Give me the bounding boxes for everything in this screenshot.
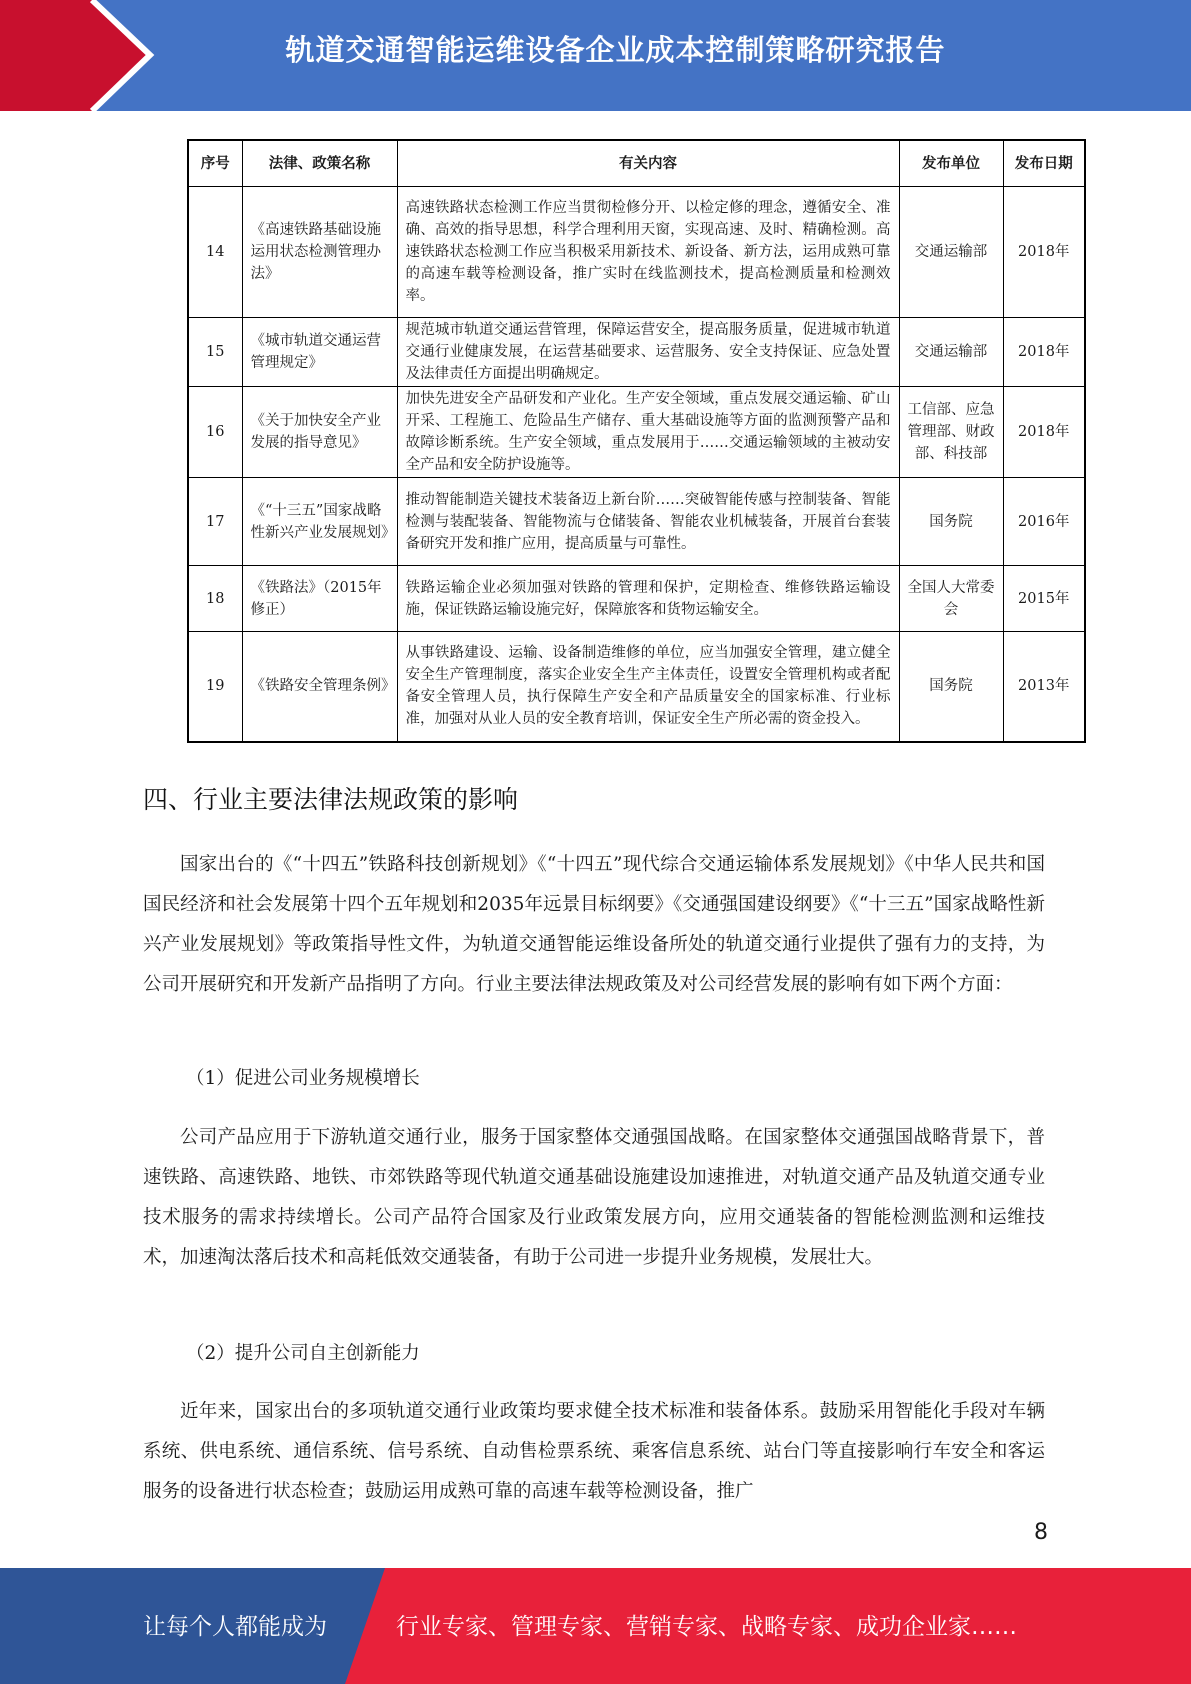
footer-slogan-right: 行业专家、管理专家、营销专家、战略专家、成功企业家…… [396, 1614, 1017, 1640]
section-heading: 四、行业主要法律法规政策的影响 [143, 785, 519, 814]
row-date: 2018年 [1003, 187, 1085, 318]
row-content: 从事铁路建设、运输、设备制造维修的单位，应当加强安全管理，建立健全安全生产管理制度，落实企业安全生产主体责任，设置安全管理机构或者配备安全管理人员，执行保障生产安全和产品质量安全的国家标准、行业标准，加强对从业人员的安全教育培训，保证安全生产所必需的资金投入。 [397, 632, 899, 742]
table-row [188, 566, 1085, 632]
row-content: 高速铁路状态检测工作应当贯彻检修分开、以检定修的理念，遵循安全、准确、高效的指导思想，科学合理利用天窗，实现高速、及时、精确检测。高速铁路状态检测工作应当积极采用新技术、新设备、新方法，运用成熟可靠的高速车载等检测设备，推广实时在线监测技术，提高检测质量和检测效率。 [397, 187, 899, 318]
row-content: 铁路运输企业必须加强对铁路的管理和保护，定期检查、维修铁路运输设施，保证铁路运输设施完好，保障旅客和货物运输安全。 [397, 566, 899, 632]
body-paragraph: 公司产品应用于下游轨道交通行业，服务于国家整体交通强国战略。在国家整体交通强国战略背景下，普速铁路、高速铁路、地铁、市郊铁路等现代轨道交通基础设施建设加速推进，对轨道交通产品及轨道交通专业技术服务的需求持续增长。公司产品符合国家及行业政策发展方向，应用交通装备的智能检测监测和运维技术，加速淘汰落后技术和高耗低效交通装备，有助于公司进一步提升业务规模，发展壮大。 [143, 1127, 1045, 1268]
row-date: 2015年 [1003, 566, 1085, 632]
row-unit: 国务院 [899, 478, 1003, 566]
row-content: 推动智能制造关键技术装备迈上新台阶……突破智能传感与控制装备、智能检测与装配装备、智能物流与仓储装备、智能农业机械装备，开展首台套装备研究开发和推广应用，提高质量与可靠性。 [397, 478, 899, 566]
row-name: 《高速铁路基础设施运用状态检测管理办法》 [242, 187, 397, 318]
page-number: 8 [1034, 1520, 1048, 1545]
table-header-row [188, 140, 1085, 187]
table-row [188, 318, 1085, 387]
row-unit: 交通运输部 [899, 187, 1003, 318]
report-title: 轨道交通智能运维设备企业成本控制策略研究报告 [285, 33, 946, 67]
row-date: 2013年 [1003, 632, 1085, 742]
row-date: 2018年 [1003, 387, 1085, 478]
page-footer [0, 1568, 1191, 1684]
row-content: 规范城市轨道交通运营管理，保障运营安全，提高服务质量，促进城市轨道交通行业健康发展，在运营基础要求、运营服务、安全支持保证、应急处置及法律责任方面提出明确规定。 [397, 318, 899, 387]
row-name: 《城市轨道交通运营管理规定》 [242, 318, 397, 387]
subheading: （1）促进公司业务规模增长 [186, 1068, 420, 1089]
row-no: 14 [188, 187, 242, 318]
policy-table-wrap [187, 139, 1084, 743]
row-name: 《铁路法》（2015年修正） [242, 566, 397, 632]
row-name: 《“十三五”国家战略性新兴产业发展规划》 [242, 478, 397, 566]
body-paragraph: 国家出台的《“十四五”铁路科技创新规划》《“十四五”现代综合交通运输体系发展规划》《中华人民共和国国民经济和社会发展第十四个五年规划和2035年远景目标纲要》《交通强国建设纲要》《“十三五”国家战略性新兴产业发展规划》等政策指导性文件，为轨道交通智能运维设备所处的轨道交通行业提供了强有力的支持，为公司开展研究和开发新产品指明了方向。行业主要法律法规政策及对公司经营发展的影响有如下两个方面： [143, 854, 1045, 995]
table-row [188, 187, 1085, 318]
col-header-date: 发布日期 [1003, 140, 1085, 187]
row-content: 加快先进安全产品研发和产业化。生产安全领域，重点发展交通运输、矿山开采、工程施工、危险品生产储存、重大基础设施等方面的监测预警产品和故障诊断系统。生产安全领域，重点发展用于……交通运输领域的主被动安全产品和安全防护设施等。 [397, 387, 899, 478]
page-header [0, 0, 1191, 111]
row-no: 18 [188, 566, 242, 632]
row-date: 2018年 [1003, 318, 1085, 387]
body-paragraph: 近年来，国家出台的多项轨道交通行业政策均要求健全技术标准和装备体系。鼓励采用智能化手段对车辆系统、供电系统、通信系统、信号系统、自动售检票系统、乘客信息系统、站台门等直接影响行车安全和客运服务的设备进行状态检查；鼓励运用成熟可靠的高速车载等检测设备，推广 [143, 1401, 1045, 1502]
table-row [188, 387, 1085, 478]
col-header-no: 序号 [188, 140, 242, 187]
row-name: 《铁路安全管理条例》 [242, 632, 397, 742]
footer-slogan-left: 让每个人都能成为 [143, 1614, 327, 1640]
col-header-name: 法律、政策名称 [242, 140, 397, 187]
row-name: 《关于加快安全产业发展的指导意见》 [242, 387, 397, 478]
col-header-content: 有关内容 [397, 140, 899, 187]
table-row [188, 478, 1085, 566]
row-unit: 国务院 [899, 632, 1003, 742]
row-unit: 交通运输部 [899, 318, 1003, 387]
subheading: （2）提升公司自主创新能力 [186, 1343, 420, 1364]
table-row [188, 632, 1085, 742]
policy-table [187, 139, 1086, 743]
row-date: 2016年 [1003, 478, 1085, 566]
row-unit: 全国人大常委会 [899, 566, 1003, 632]
row-no: 17 [188, 478, 242, 566]
row-no: 19 [188, 632, 242, 742]
row-no: 16 [188, 387, 242, 478]
col-header-unit: 发布单位 [899, 140, 1003, 187]
row-no: 15 [188, 318, 242, 387]
row-unit: 工信部、应急管理部、财政部、科技部 [899, 387, 1003, 478]
